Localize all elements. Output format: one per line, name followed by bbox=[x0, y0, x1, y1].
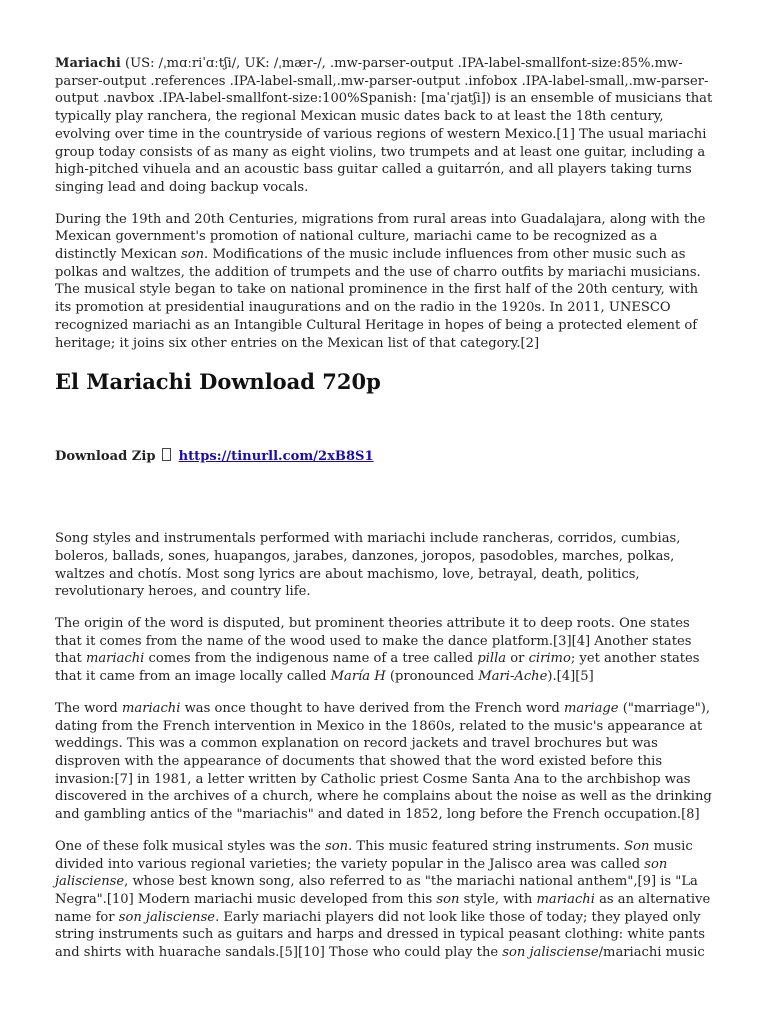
folk-text-b: . This music featured string instruments. bbox=[348, 838, 625, 854]
origin-cirimo: cirimo bbox=[528, 651, 571, 667]
folk-text-d: , whose best known song, also referred to as "the mariachi national anthem",[9] is "La Negra".[10] Modern mariachi music developed from this bbox=[55, 874, 698, 907]
intro-paragraph bbox=[55, 55, 715, 197]
folk-text-f: as an alternative name for bbox=[55, 891, 711, 925]
history-text-b: . Modifications of the music include influences from other music such as polkas and waltzes, the addition of trumpets and the use of charro outfits by mariachi musicians. The musical style began to take on national prominence in the first half of the 20th century, with its promotion at presidential inaugurations and on the radio in the 1920s. In 2011, UNESCO recognized mariachi as an Intangible Cultural Heritage in hopes of being a protected element of heritage; it joins six other entries on the Mexican list of that category.[2] bbox=[55, 247, 701, 351]
word-paragraph bbox=[55, 700, 715, 824]
origin-pilla: pilla bbox=[477, 651, 507, 667]
origin-mariache: Mari-Ache bbox=[478, 669, 548, 685]
intro-term: Mariachi bbox=[55, 56, 121, 71]
origin-mariachi: mariachi bbox=[85, 651, 145, 667]
folk-sonjal-2: son jalisciense bbox=[118, 909, 216, 925]
origin-paragraph bbox=[55, 615, 715, 686]
history-son: son bbox=[180, 247, 205, 263]
download-label: Download Zip bbox=[55, 449, 156, 465]
folk-son-2: Son bbox=[624, 838, 650, 854]
folk-mariachi: mariachi bbox=[536, 891, 595, 907]
origin-text-a: The origin of the word is disputed, but prominent theories attribute it to deep roots. One states that it comes from the name of the wood used to make the dance platform.[3][4] Another states that bbox=[55, 616, 692, 667]
download-link[interactable]: https://tinurll.com/2xB8S1 bbox=[178, 449, 374, 465]
intro-text: (US: /ˌmɑːriˈɑːtʃi/, UK: /ˌmær-/, .mw-parser-output .IPA-label-smallfont-size:85%.mw-parser-output .references .IPA-label-small,.mw-parser-output .infobox .IPA-label-small,.mw-parser-output .navbox .IPA-label-smallfont-size:100%Spanish: [maˈɾjatʃi]) is an ensemble of musicians that typically play ranchera, the regional Mexican music dates back to at least the 18th century, evolving over time in the countryside of various regions of western Mexico.[1] The usual mariachi group today consists of as many as eight violins, two trumpets and at least one guitar, including a high-pitched vihuela and an acoustic bass guitar called a guitarrón, and all players taking turns singing lead and doing backup vocals. bbox=[55, 56, 713, 195]
folk-paragraph bbox=[55, 838, 715, 962]
history-text-a: During the 19th and 20th Centuries, migrations from rural areas into Guadalajara, along with the Mexican government's promotion of national culture, mariachi came to be recognized as a distinctly Mexican bbox=[55, 211, 706, 263]
word-text-c: ("marriage"), dating from the French intervention in Mexico in the 1860s, related to the music's appearance at weddings. This was a common explanation on record jackets and travel brochures but was disproven with the appearance of documents that showed that the word existed before this invasion:[7] in 1981, a letter written by Catholic priest Cosme Santa Ana to the archbishop was discovered in the archives of a church, where he complains about the noise as well as the drinking and gambling antics of the "mariachis" and dated in 1852, long before the French occupation.[8] bbox=[55, 700, 712, 823]
origin-maria: María H bbox=[330, 669, 386, 685]
folk-sonjal-1: son jalisciense bbox=[55, 856, 668, 890]
origin-text-b: comes from the indigenous name of a tree called bbox=[144, 651, 478, 667]
download-line bbox=[55, 448, 715, 466]
missing-glyph-icon bbox=[162, 448, 171, 461]
page-heading: El Mariachi Download 720p bbox=[55, 369, 381, 395]
folk-text-c: music divided into various regional varieties; the variety popular in the Jalisco area was called bbox=[55, 838, 693, 872]
origin-text-c: or bbox=[506, 651, 529, 667]
folk-text-h: /mariachi music bbox=[598, 945, 705, 961]
word-mariage: mariage bbox=[563, 700, 619, 716]
origin-text-e: (pronounced bbox=[385, 669, 479, 685]
folk-text-a: One of these folk musical styles was the bbox=[55, 838, 326, 854]
styles-paragraph: Song styles and instrumentals performed with mariachi include rancheras, corridos, cumbias, boleros, ballads, sones, huapangos, jarabes, danzones, joropos, pasodobles, marches, polkas, waltzes and chotís. Most song lyrics are about machismo, love, betrayal, death, politics, revolutionary heroes, and country life. bbox=[55, 531, 681, 600]
word-text-a: The word bbox=[55, 700, 122, 716]
word-text-b: was once thought to have derived from the French word bbox=[180, 700, 564, 716]
folk-text-g: . Early mariachi players did not look like those of today; they played only string instruments such as guitars and harps and dressed in typical peasant clothing: white pants and shirts with huarache sandals.[5][10] Those who could play the bbox=[55, 909, 705, 961]
folk-son-1: son bbox=[325, 838, 349, 854]
history-paragraph bbox=[55, 211, 715, 353]
folk-text-e: style, with bbox=[459, 891, 537, 907]
origin-text-d: ; yet another states that it came from an image locally called bbox=[55, 651, 700, 685]
origin-text-f: ).[4][5] bbox=[547, 669, 594, 685]
folk-sonjal-3: son jalisciense bbox=[502, 945, 599, 961]
word-mariachi: mariachi bbox=[121, 700, 181, 716]
folk-son-3: son bbox=[436, 891, 460, 907]
